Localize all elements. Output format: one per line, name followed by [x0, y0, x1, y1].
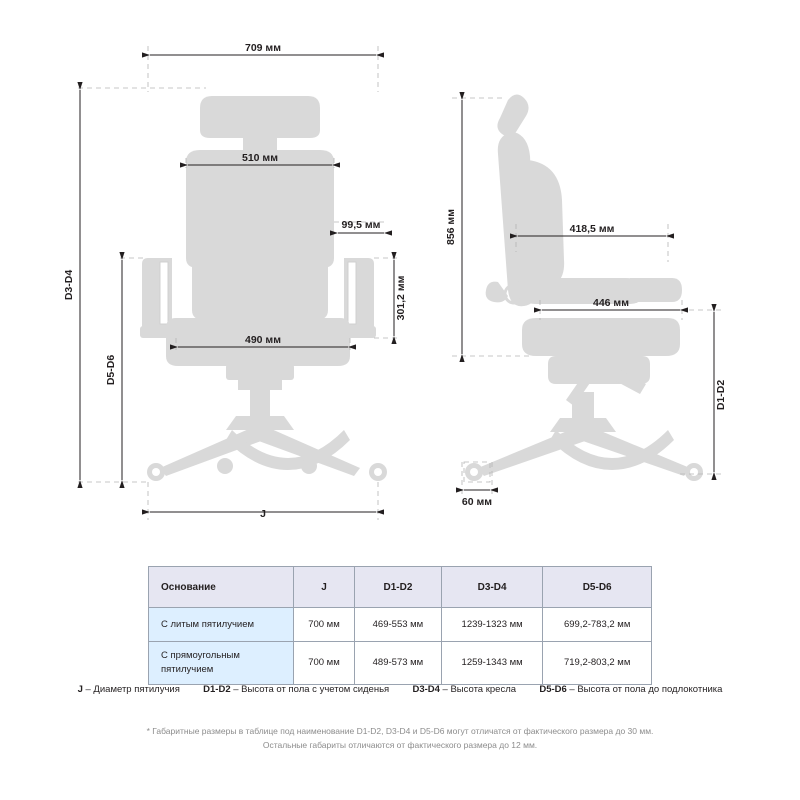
header-d3d4: D3-D4 — [441, 567, 542, 608]
dim-backrest-width: 510 мм — [242, 152, 278, 164]
legend-text-d1d2: – Высота от пола с учетом сиденья — [233, 684, 390, 695]
dim-base-diameter-code: J — [260, 508, 266, 520]
dim-armrest-offset: 99,5 мм — [341, 219, 381, 231]
header-d5d6: D5-D6 — [543, 567, 652, 608]
dim-armrest-height: 301,2 мм — [395, 275, 407, 321]
footnote-line-1: * Габаритные размеры в таблице под наименование D1-D2, D3-D4 и D5-D6 могут отличатся от фактического размера до 30 мм. — [146, 726, 654, 736]
header-j: J — [294, 567, 355, 608]
cell-d5d6: 719,2-803,2 мм — [543, 642, 652, 685]
dim-back-height: 856 мм — [445, 209, 457, 245]
specs-table-head — [149, 567, 652, 608]
table-row — [149, 608, 652, 642]
legend-text-j: – Диаметр пятилучия — [85, 684, 180, 695]
table-row — [149, 642, 652, 685]
footnote — [0, 725, 800, 752]
cell-j: 700 мм — [294, 608, 355, 642]
header-d1d2: D1-D2 — [354, 567, 441, 608]
cell-d5d6: 699,2-783,2 мм — [543, 608, 652, 642]
dim-seat-height-code: D1-D2 — [715, 379, 727, 411]
cell-d1d2: 469-553 мм — [354, 608, 441, 642]
cell-base: С литым пятилучием — [149, 608, 294, 642]
cell-d3d4: 1239-1323 мм — [441, 608, 542, 642]
dim-armrest-floor-code: D5-D6 — [105, 354, 117, 386]
legend-code-d1d2: D1-D2 — [203, 684, 231, 695]
specs-table — [148, 566, 652, 685]
legend — [0, 684, 800, 695]
dim-chair-height-code: D3-D4 — [63, 269, 75, 301]
specs-table-wrapper — [148, 566, 652, 685]
legend-code-d3d4: D3-D4 — [412, 684, 440, 695]
dim-width-total: 709 мм — [245, 42, 281, 54]
footnote-line-2: Остальные габариты отличаются от фактического размера до 12 мм. — [262, 739, 538, 750]
dim-seat-width: 490 мм — [245, 334, 281, 346]
dim-seat-depth: 446 мм — [593, 297, 629, 309]
header-base: Основание — [149, 567, 294, 608]
side-view-chair — [465, 94, 703, 500]
cell-base: С прямоугольным пятилучием — [149, 642, 294, 685]
legend-code-j: J — [77, 684, 83, 695]
table-header-row — [149, 567, 652, 608]
specs-table-body — [149, 608, 652, 685]
cell-j: 700 мм — [294, 642, 355, 685]
legend-text-d5d6: – Высота от пола до подлокотника — [569, 684, 723, 695]
legend-text-d3d4: – Высота кресла — [442, 684, 517, 695]
cell-d3d4: 1259-1343 мм — [441, 642, 542, 685]
cell-d1d2: 489-573 мм — [354, 642, 441, 685]
dim-backrest-depth: 418,5 мм — [569, 223, 615, 235]
dim-caster-size: 60 мм — [461, 496, 493, 508]
legend-code-d5d6: D5-D6 — [539, 684, 567, 695]
